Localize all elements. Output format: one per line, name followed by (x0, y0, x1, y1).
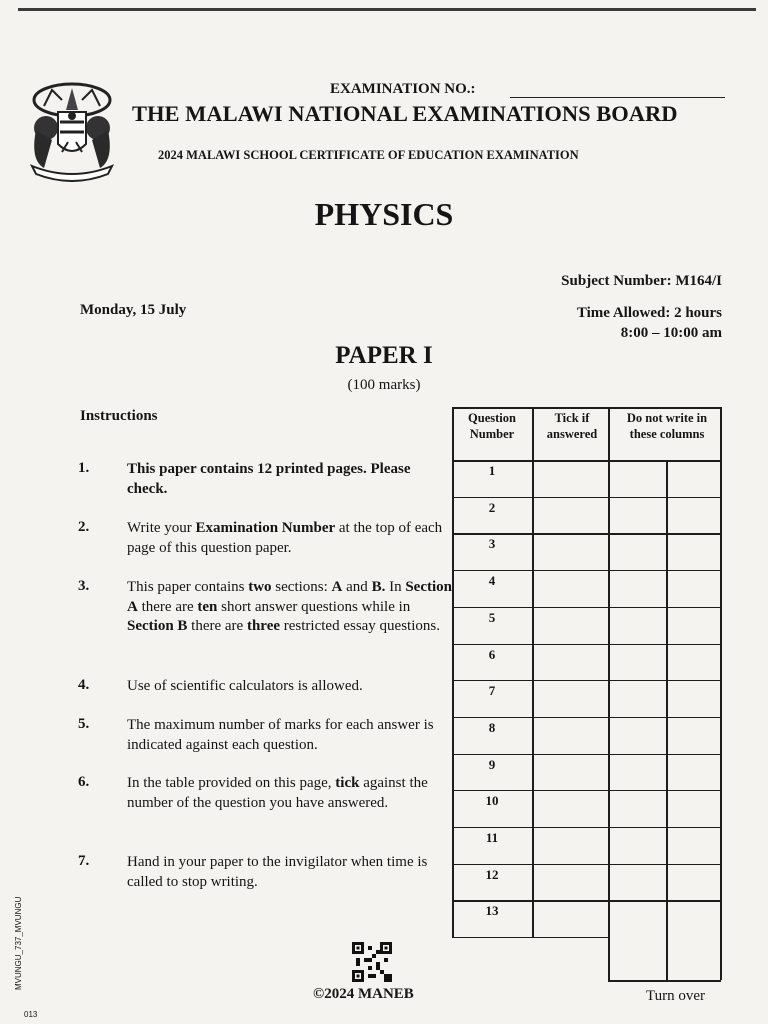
table-rule (452, 680, 609, 681)
paper-title: PAPER I (335, 342, 433, 369)
exam-title: 2024 MALAWI SCHOOL CERTIFICATE OF EDUCATION EXAMINATION (158, 148, 579, 162)
subject-title: PHYSICS (314, 196, 454, 232)
instruction-text: Use of scientific calculators is allowed. (127, 678, 363, 694)
turn-over-note: Turn over (646, 988, 706, 1004)
question-number-cell: 7 (488, 683, 496, 699)
instruction-text: This paper contains 12 printed pages. Please check. (127, 461, 411, 497)
table-rule (608, 680, 721, 681)
page-code: 013 (24, 1010, 38, 1019)
table-rule (608, 717, 721, 718)
examination-number-field[interactable] (510, 97, 725, 98)
time-range: 8:00 – 10:00 am (620, 325, 722, 341)
table-rule (608, 497, 721, 498)
table-rule (608, 790, 721, 791)
instruction-number: 4. (78, 677, 90, 693)
table-rule (452, 497, 609, 498)
coat-of-arms-logo (22, 70, 122, 182)
table-rule (452, 407, 721, 409)
tick-cell[interactable] (534, 754, 608, 791)
tick-cell[interactable] (534, 607, 608, 644)
qr-code (352, 942, 392, 982)
tick-cell[interactable] (534, 460, 608, 497)
instruction-text: In the table provided on this page, tick against the number of the question you have answered. (127, 775, 428, 811)
table-rule (452, 864, 609, 865)
instruction-number: 7. (78, 853, 90, 869)
instructions-heading: Instructions (80, 408, 158, 424)
table-rule (452, 460, 721, 462)
table-rule (452, 790, 609, 791)
table-rule (452, 644, 609, 645)
tick-cell[interactable] (534, 533, 608, 570)
instruction-number: 5. (78, 716, 90, 732)
table-rule (452, 407, 454, 937)
table-rule (532, 407, 534, 937)
tick-cell[interactable] (534, 717, 608, 754)
total-marks: (100 marks) (347, 377, 421, 393)
instruction-number: 1. (78, 460, 90, 476)
tick-cell[interactable] (534, 644, 608, 681)
question-number-cell: 6 (488, 646, 496, 662)
table-rule (608, 570, 721, 571)
table-rule (608, 754, 721, 755)
instruction-text: This paper contains two sections: A and B. In Section A there are ten short answer questions while in Section B there are three restricted essay questions. (127, 579, 452, 634)
question-number-cell: 9 (488, 756, 496, 772)
table-rule (666, 460, 668, 980)
tick-cell[interactable] (534, 680, 608, 717)
tick-cell[interactable] (534, 827, 608, 864)
examination-number-label: EXAMINATION NO.: (330, 81, 476, 97)
exam-date: Monday, 15 July (80, 302, 187, 318)
question-number-cell: 11 (485, 830, 499, 845)
table-rule (452, 900, 609, 901)
tick-cell[interactable] (534, 900, 608, 937)
table-rule (452, 570, 609, 571)
tick-cell[interactable] (534, 864, 608, 901)
side-code: MVUNGU_737_MVUNGU (14, 896, 23, 990)
question-number-cell: 3 (488, 536, 496, 552)
instruction-text: The maximum number of marks for each answer is indicated against each question. (127, 717, 434, 753)
table-rule (452, 937, 609, 938)
table-rule (452, 827, 609, 828)
table-rule (608, 607, 721, 608)
question-number-cell: 4 (488, 573, 496, 589)
instruction-number: 2. (78, 519, 90, 535)
copyright: ©2024 MANEB (313, 986, 414, 1002)
question-number-cell: 2 (488, 499, 496, 515)
question-number-cell: 1 (488, 463, 496, 478)
table-rule (608, 827, 721, 828)
table-rule (608, 407, 610, 980)
table-rule (452, 607, 609, 608)
table-rule (608, 644, 721, 645)
top-border (18, 8, 756, 11)
table-rule (608, 980, 721, 982)
table-rule (452, 754, 609, 755)
column-header-tick: Tick if answered (546, 411, 598, 441)
board-name: THE MALAWI NATIONAL EXAMINATIONS BOARD (132, 101, 678, 126)
tick-cell[interactable] (534, 570, 608, 607)
tick-cell[interactable] (534, 790, 608, 827)
tick-cell[interactable] (534, 497, 608, 534)
instruction-number: 3. (78, 578, 90, 594)
table-rule (608, 864, 721, 865)
column-header-examiner-only: Do not write in these columns (626, 411, 708, 441)
column-header-question-number: Question Number (468, 411, 516, 441)
question-number-cell: 10 (485, 793, 499, 809)
table-rule (720, 407, 722, 980)
question-number-cell: 8 (488, 719, 496, 735)
instruction-text: Hand in your paper to the invigilator when time is called to stop writing. (127, 854, 428, 890)
instruction-number: 6. (78, 774, 90, 790)
instruction-text: Write your Examination Number at the top of each page of this question paper. (127, 520, 443, 556)
question-number-cell: 5 (488, 609, 496, 625)
subject-number: Subject Number: M164/I (561, 273, 722, 289)
table-rule (452, 533, 609, 534)
question-number-cell: 13 (485, 903, 499, 919)
table-rule (608, 533, 721, 534)
question-number-cell: 12 (485, 866, 499, 882)
table-rule (452, 717, 609, 718)
time-allowed: Time Allowed: 2 hours (576, 305, 722, 321)
table-rule (608, 900, 721, 901)
